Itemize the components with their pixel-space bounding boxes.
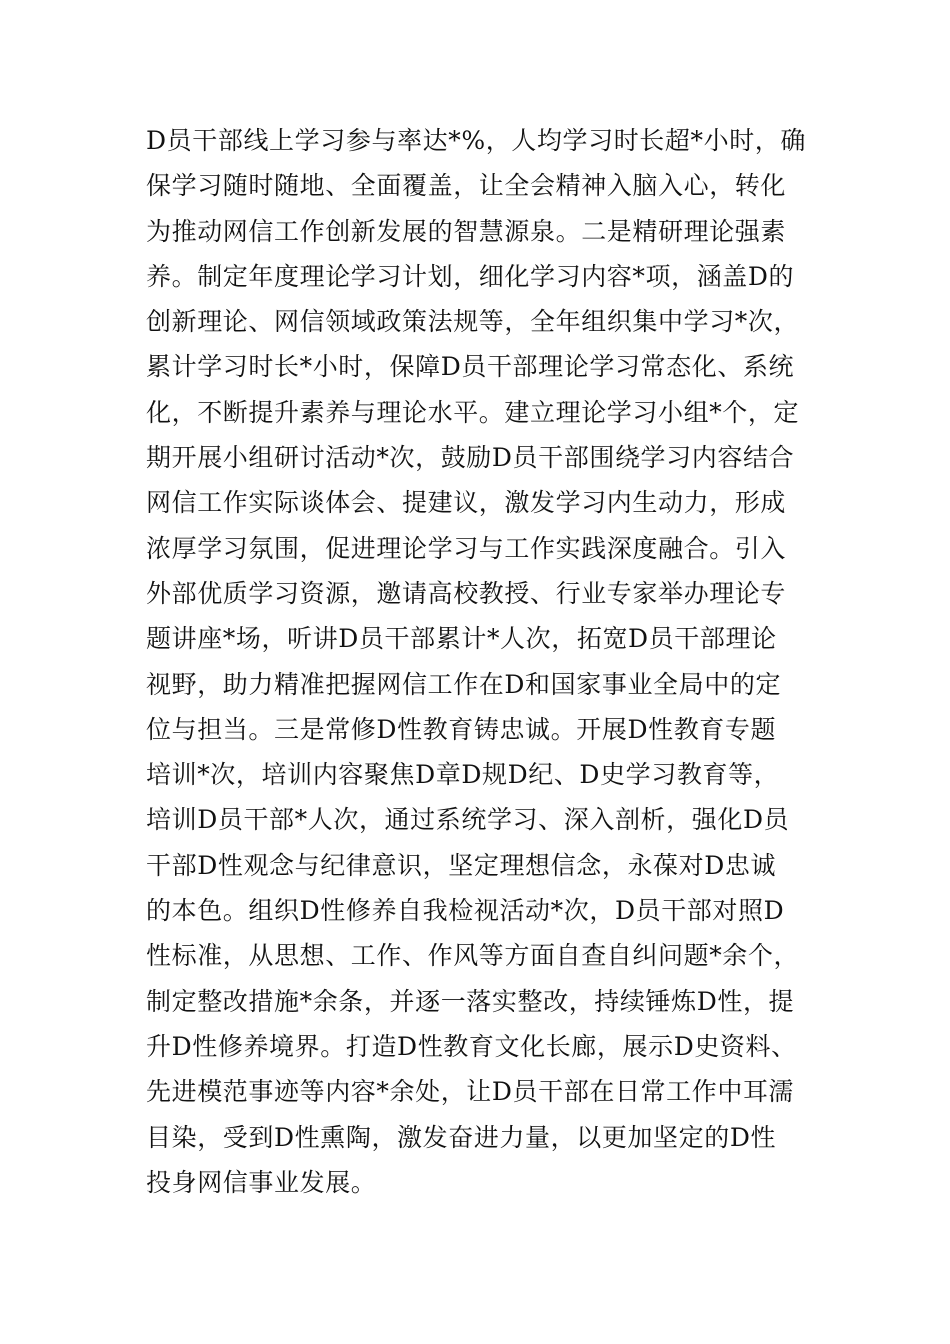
- text-line: 化，不断提升素养与理论水平。建立理论学习小组*个，定: [146, 397, 800, 427]
- body-paragraph: [146, 118, 816, 1205]
- text-line: 题讲座*场，听讲D员干部累计*人次，拓宽D员干部理论: [146, 624, 777, 654]
- text-line: 升D性修养境界。打造D性教育文化长廊，展示D史资料、: [146, 1031, 797, 1061]
- text-line: 网信工作实际谈体会、提建议，激发学习内生动力，形成: [146, 488, 787, 518]
- text-line: 性标准，从思想、工作、作风等方面自查自纠问题*余个，: [146, 941, 800, 971]
- text-line: 的本色。组织D性修养自我检视活动*次，D员干部对照D: [146, 896, 785, 926]
- text-line: 视野，助力精准把握网信工作在D和国家事业全局中的定: [146, 669, 782, 699]
- text-line: 创新理论、网信领域政策法规等，全年组织集中学习*次，: [146, 307, 800, 337]
- text-line: 培训*次，培训内容聚焦D章D规D纪、D史学习教育等，: [146, 760, 780, 790]
- text-line: 培训D员干部*人次，通过系统学习、深入剖析，强化D员: [146, 805, 790, 835]
- text-line: D员干部线上学习参与率达*%，人均学习时长超*小时，确: [146, 126, 807, 155]
- text-line: 目染，受到D性熏陶，激发奋进力量，以更加坚定的D性: [146, 1122, 777, 1152]
- text-line: 保学习随时随地、全面覆盖，让全会精神入脑入心，转化: [146, 171, 787, 201]
- text-line: 外部优质学习资源，邀请高校教授、行业专家举办理论专: [146, 578, 787, 608]
- text-line: 位与担当。三是常修D性教育铸忠诚。开展D性教育专题: [146, 714, 777, 744]
- text-line: 先进模范事迹等内容*余处，让D员干部在日常工作中耳濡: [146, 1077, 795, 1107]
- text-line: 累计学习时长*小时，保障D员干部理论学习常态化、系统: [146, 352, 795, 382]
- text-line: 期开展小组研讨活动*次，鼓励D员干部围绕学习内容结合: [146, 443, 795, 473]
- text-line: 制定整改措施*余条，并逐一落实整改，持续锤炼D性，提: [146, 986, 795, 1016]
- text-line: 为推动网信工作创新发展的智慧源泉。二是精研理论强素: [146, 216, 787, 246]
- text-line: 养。制定年度理论学习计划，细化学习内容*项，涵盖D的: [146, 261, 795, 291]
- text-line: 干部D性观念与纪律意识，坚定理想信念，永葆对D忠诚: [146, 850, 777, 880]
- text-line: 浓厚学习氛围，促进理论学习与工作实践深度融合。引入: [146, 533, 787, 563]
- text-line: 投身网信事业发展。: [146, 1167, 377, 1197]
